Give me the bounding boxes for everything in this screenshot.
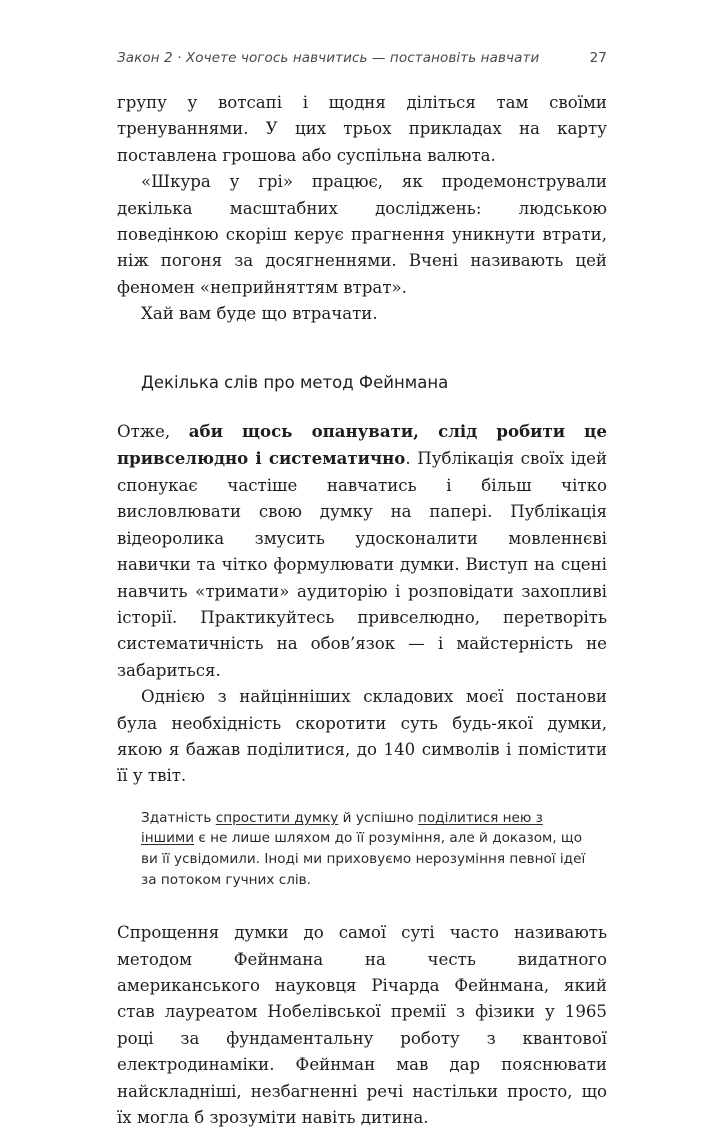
quote-underline-simplify: спростити думку <box>215 809 339 826</box>
para4-lead: Отже, <box>117 422 189 442</box>
page-number: 27 <box>589 50 607 66</box>
running-header <box>117 50 607 66</box>
running-title: Закон 2 · Хочете чогось навчитись — постановіть навчати <box>117 50 540 66</box>
page-body <box>117 90 607 1131</box>
para4-rest: . Публікація своїх ідей спонукає частіше навчатись і більш чітко висловлювати свою думку на папері. Публікація відеоролика змусить удосконалити мовленнєві навички та чітко формулювати думки. Виступ на сцені навчить «тримати» аудиторію і розповідати захопливі історії. Практикуйтесь привселюдно, перетворіть систематичність на обов’язок — і майстерність не забариться. <box>117 449 608 680</box>
paragraph-continuation: групу у вотсапі і щодня діліться там своїми тренуваннями. У цих трьох прикладах на карту поставлена грошова або суспільна валюта. <box>117 93 607 165</box>
paragraph-tweet-limit: Однією з найцінніших складових моєї постанови була необхідність скоротити суть будь-якої думки, якою я бажав поділитися, до 140 символів і помістити її у твіт. <box>117 687 607 786</box>
paragraph-skin-in-game: «Шкура у грі» працює, як продемонстрували декілька масштабних досліджень: людською поведінкою скоріш керує прагнення уникнути втрати, ніж погоня за досягненнями. Вчені називають цей феномен «неприйняттям втрат». <box>117 172 607 297</box>
quote-text-3: є не лише шляхом до її розуміння, але й доказом, що ви її усвідомили. Іноді ми приховуємо нерозуміння певної ідеї за потоком гучних слів. <box>141 830 586 888</box>
para4-bold-emphasis: аби щось опанувати, слід робити це привселюдно і систематично <box>117 421 607 469</box>
paragraph-feynman-method: Спрощення думки до самої суті часто називають методом Фейнмана на честь видатного американського науковця Річарда Фейнмана, який став лауреатом Нобелівської премії з фізики у 1965 році за фундаментальну роботу з квантової електродинаміки. Фейнман мав дар пояснювати найскладніші, незбагненні речі настільки просто, що їх могла б зрозуміти навіть дитина. <box>117 923 607 1127</box>
paragraph-publicly-systematically <box>117 418 607 684</box>
section-heading: Декілька слів про метод Фейнмана <box>141 372 449 392</box>
highlight-quote <box>141 808 591 890</box>
quote-text-2: й успішно <box>338 809 418 826</box>
paragraph-something-to-lose: Хай вам буде що втрачати. <box>141 304 378 324</box>
quote-text-1: Здатність <box>141 809 216 826</box>
quote-underline-share: поділитися нею з іншими <box>141 809 543 847</box>
